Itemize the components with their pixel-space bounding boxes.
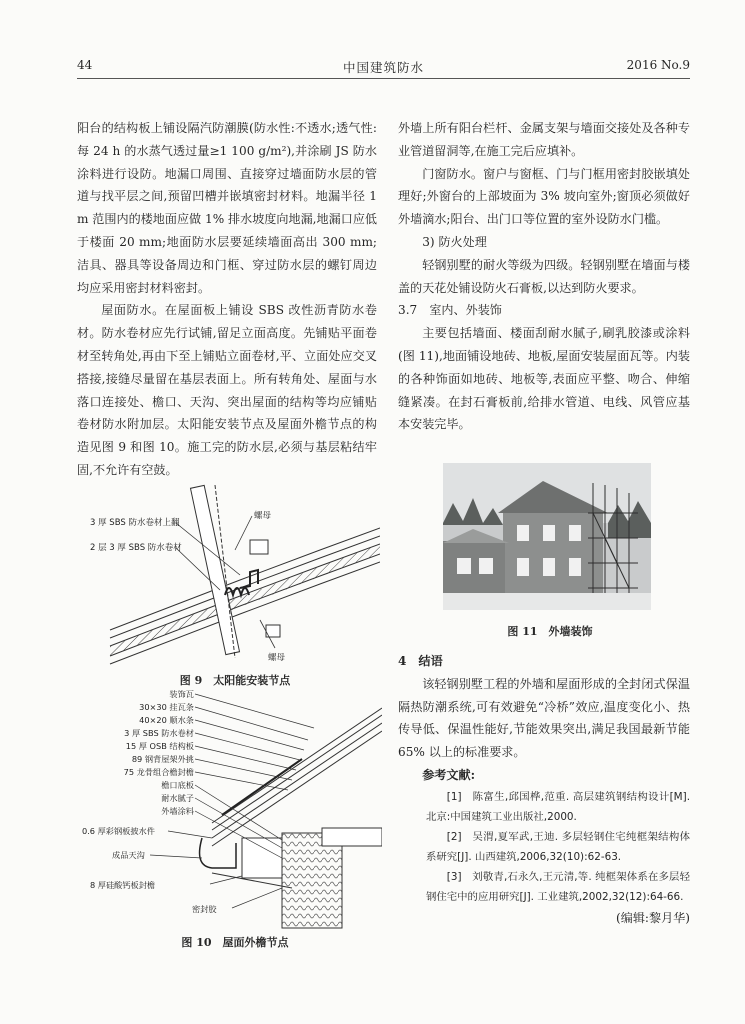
editor-note: (编辑:黎月华) [616, 910, 690, 925]
subsection-heading: 3) 防火处理 [422, 234, 487, 249]
left-column [77, 117, 377, 482]
figure-10-caption: 图 10 屋面外檐节点 [181, 936, 289, 949]
fig9-label-nut-top: 螺母 [254, 511, 272, 521]
fig10-layer: 3 厚 SBS 防水卷材 [124, 728, 194, 738]
figure-10-eave-detail [82, 688, 382, 933]
fig10-layer: 耐水腻子 [161, 793, 194, 803]
issue-number: 2016 No.9 [626, 58, 690, 72]
fig10-label-drip-flashing: 0.6 厚彩钢板披水件 [82, 826, 155, 836]
section-heading-3-7: 3.7 室内、外装饰 [398, 303, 502, 318]
running-header [77, 58, 690, 78]
fig9-label-nut-bottom: 螺母 [268, 653, 286, 663]
fig10-layer: 75 龙骨组合檐封檐 [123, 767, 194, 777]
figure-9-caption: 图 9 太阳能安装节点 [179, 674, 291, 687]
fig10-layer: 89 钢背屋架外挑 [131, 754, 194, 764]
fig9-label-flashing: 3 厚 SBS 防水卷材上翻 [90, 518, 180, 528]
section-heading-4: 4 结语 [398, 654, 443, 668]
fig10-layer: 外墙涂料 [161, 806, 194, 816]
figure-11-caption: 图 11 外墙装饰 [507, 625, 593, 638]
fig10-layer: 装饰瓦 [169, 689, 194, 699]
paragraph: 该轻钢别墅工程的外墙和屋面形成的全封闭式保温隔热防潮系统,可有效避免“冷桥”效应,温度变化小、热传导低、保温性能好,节能效果突出,满足我国最新节能 65% 以上的标准要求。 [398, 676, 690, 760]
fig10-layer: 15 厚 OSB 结构板 [125, 741, 194, 751]
page-number: 44 [77, 58, 93, 72]
fig10-layer: 30×30 挂瓦条 [139, 702, 194, 712]
reference-item: [3] 刘敬青,石永久,王元清,等. 纯框架体系在多层轻钢住宅中的应用研究[J]. 工业建筑,2002,32(12):64-66. [426, 870, 690, 903]
fig10-label-gutter: 成品天沟 [112, 850, 145, 860]
fig10-layer: 檐口底板 [161, 780, 194, 790]
paragraph: 轻钢别墅的耐火等级为四级。轻钢别墅在墙面与楼盖的天花处铺设防火石膏板,以达到防火要求。 [398, 257, 690, 295]
header-rule [77, 78, 690, 79]
paragraph: 门窗防水。窗户与窗框、门与门框用密封胶嵌填处理好;外窗台的上部坡面为 3% 坡向室外;窗顶必须做好外墙滴水;阳台、出门口等位置的室外设防水门槛。 [398, 166, 690, 227]
paragraph: 主要包括墙面、楼面刮耐水腻子,刷乳胶漆或涂料(图 11),地面铺设地砖、地板,屋面安装屋面瓦等。内装的各种饰面如地砖、地板等,表面应平整、吻合、伸缩缝紧凑。在封石膏板前,给排水管道、电线、风管应基本安装完毕。 [398, 326, 690, 432]
paragraph: 屋面防水。在屋面板上铺设 SBS 改性沥青防水卷材。防水卷材应先行试铺,留足立面高度。先铺贴平面卷材至转角处,再由下至上铺贴立面卷材,平、立面处应交叉搭接,接缝尽量留在基层表面上。所有转角处、屋面与水落口连接处、檐口、天沟、突出屋面的结构等均应铺贴卷材防水附加层。太阳能安装节点及屋面外檐节点的构造见图 9 和图 10。施工完的防水层,必须与基层粘结牢固,不允许有空鼓。 [77, 303, 377, 477]
fig10-layer: 40×20 顺水条 [139, 715, 194, 725]
paragraph: 外墙上所有阳台栏杆、金属支架与墙面交接处及各种专业管道留洞等,在施工完后应填补。 [398, 121, 690, 158]
journal-title: 中国建筑防水 [342, 60, 424, 75]
figure-9-solar-mount-detail [90, 480, 380, 665]
references-title: 参考文献: [422, 767, 476, 782]
right-column-lower [398, 650, 690, 930]
reference-item: [2] 吴渭,夏军武,王迪. 多层轻钢住宅纯框架结构体系研究[J]. 山西建筑,2006,32(10):62-63. [426, 830, 690, 863]
reference-item: [1] 陈富生,邱国桦,范重. 高层建筑钢结构设计[M]. 北京:中国建筑工业出版社,2000. [426, 790, 690, 823]
fig10-label-sealant: 密封胶 [192, 904, 217, 914]
fig9-label-membrane: 2 层 3 厚 SBS 防水卷材 [90, 543, 182, 553]
fig10-label-fascia: 8 厚硅酸钙板封檐 [90, 880, 156, 890]
figure-11-photo [443, 463, 651, 610]
right-column-upper [398, 117, 690, 436]
paragraph: 阳台的结构板上铺设隔汽防潮膜(防水性:不透水;透气性:每 24 h 的水蒸气透过量≥1 100 g/m²),并涂刷 JS 防水涂料进行设防。地漏口周围、直接穿过墙面防水层的管道与找平层之间,预留凹槽并嵌填密封材料。地漏半径 1 m 范围内的楼地面应做 1% 排水坡度向地漏,地漏口应低于楼面 20 mm;地面防水层要延续墙面高出 300 mm;洁具、器具等设备周边和门框、穿过防水层的螺钉周边均应采用密封材料密封。 [77, 121, 378, 295]
